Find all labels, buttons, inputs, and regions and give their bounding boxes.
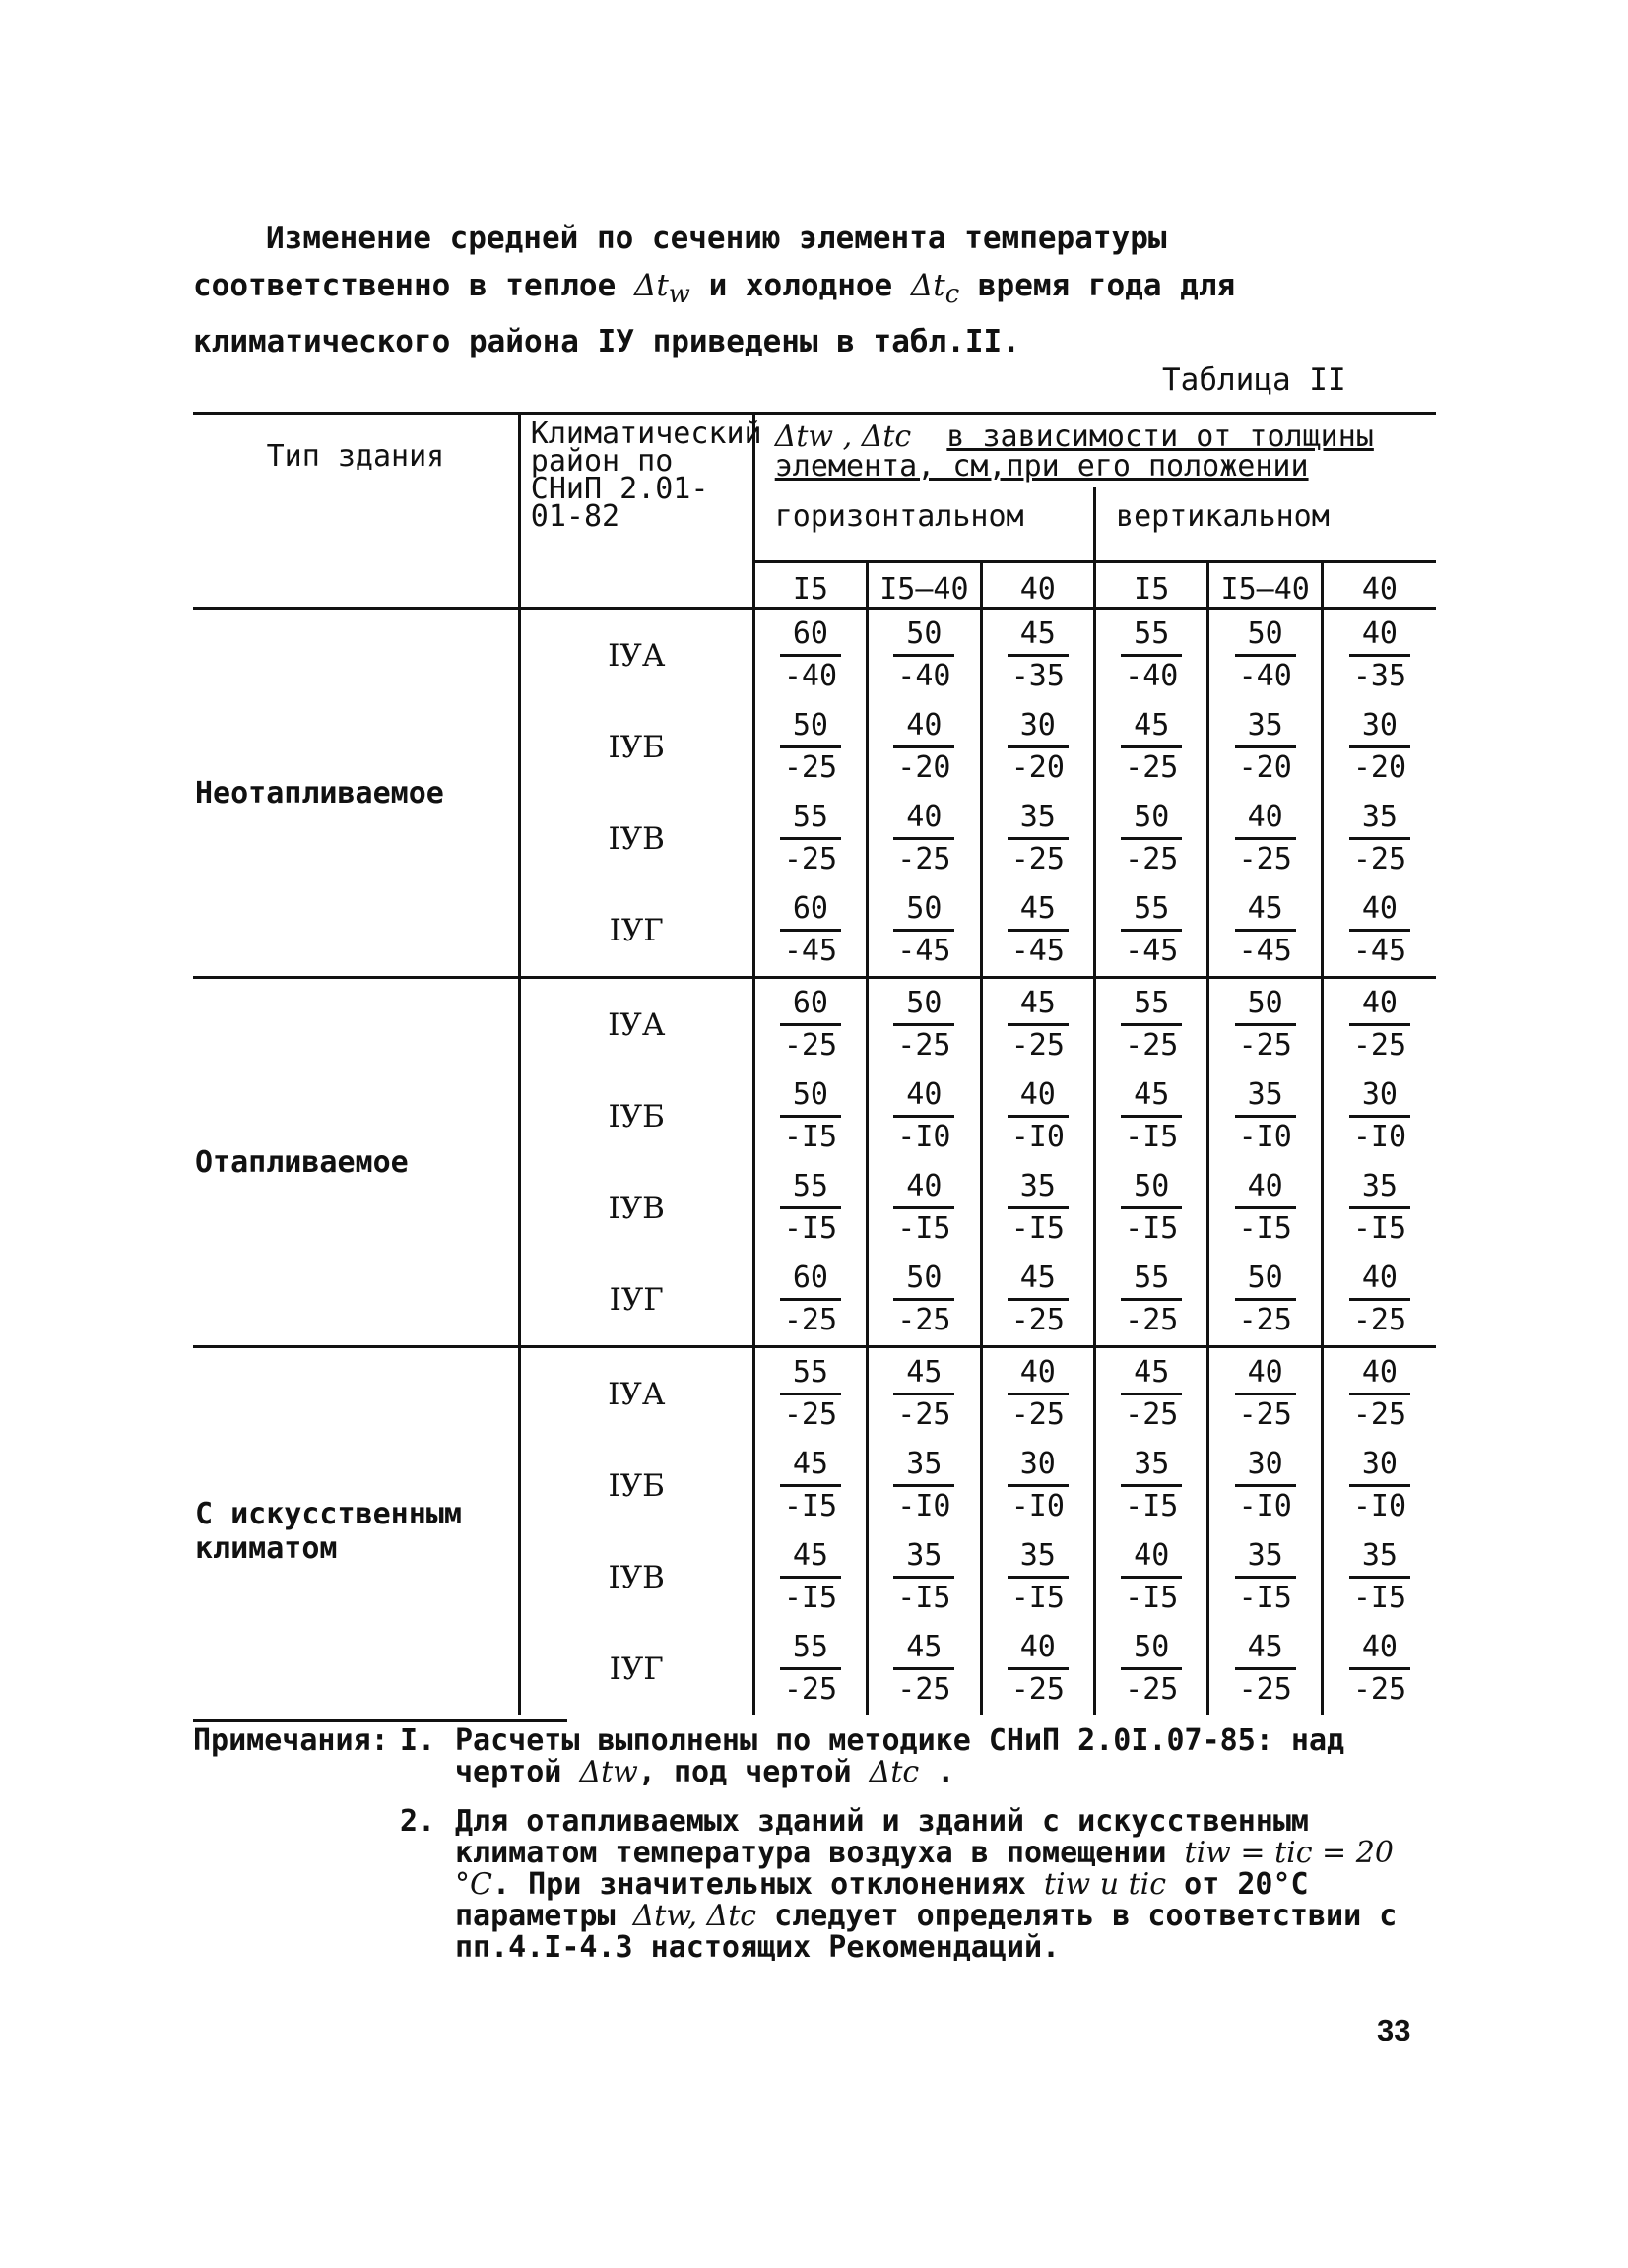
value-cold: -25 [1352,1397,1407,1432]
value-cell [753,609,867,702]
table-bottom-rule [193,1719,567,1722]
value-warm: 55 [780,798,841,840]
value-cell [1095,793,1208,884]
value-warm: 45 [893,1628,954,1670]
value-cell [1095,1070,1208,1162]
value-warm: 35 [1349,798,1410,840]
value-cell [981,1440,1094,1531]
value-cell [981,609,1094,702]
value-warm: 35 [1349,1536,1410,1579]
value-warm: 35 [1008,1167,1069,1209]
value-cell [868,609,981,702]
value-cell [753,1347,867,1441]
value-warm: 50 [1235,984,1296,1026]
value-cell [1322,701,1436,793]
note-2-text: Для отапливаемых зданий и зданий с искусственным климатом температура воздуха в помещении tiw = tic = 20 °С. При значительных отклонениях tiw и tic от 20°С параметры Δtw, Δtc следует определять в соответствии с пп.4.I-4.3 настоящих Рекомендаций. [455,1804,1398,1965]
delta-tc-symbol: $\Delta t_c$ [910,268,960,310]
value-warm: 45 [1235,889,1296,932]
intro-paragraph [193,215,1424,365]
value-warm: 50 [780,1075,841,1118]
value-cell [868,1623,981,1715]
value-cell [981,1254,1094,1347]
value-cold: -I5 [783,1120,838,1154]
value-cell [753,1254,867,1347]
value-cell [753,1531,867,1623]
value-cell [1095,1623,1208,1715]
value-cell [753,1623,867,1715]
value-cell [1208,701,1322,793]
value-cold: -25 [783,1397,838,1432]
value-warm: 55 [1121,615,1182,657]
value-cell [868,1440,981,1531]
note-1-text: Расчеты выполнены по методике СНиП 2.0I.07-85: над чертой Δtw, под чертой Δtc . [455,1723,1345,1789]
value-cold: -40 [1125,659,1179,693]
note-1-number: I. [400,1723,436,1758]
value-cold: -25 [1238,1672,1292,1707]
value-cell [1208,1531,1322,1623]
value-cold: -20 [1010,750,1065,785]
value-cold: -20 [1352,750,1407,785]
value-cold: -25 [1352,842,1407,876]
value-cold: -25 [1352,1028,1407,1063]
value-cell [868,884,981,978]
value-warm: 55 [780,1628,841,1670]
delta-tw-symbol: $\Delta t_w$ [633,268,690,310]
value-cell [753,701,867,793]
value-cell [1322,884,1436,978]
value-cell [868,1254,981,1347]
value-cold: -25 [897,1397,951,1432]
value-cold: -I5 [1238,1581,1292,1615]
value-warm: 55 [1121,1259,1182,1301]
value-cell [868,1347,981,1441]
value-warm: 35 [1235,1536,1296,1579]
climate-region-cell: IУВ [519,793,753,884]
value-warm: 60 [780,615,841,657]
value-cell [1322,1347,1436,1441]
value-warm: 40 [1349,1628,1410,1670]
value-warm: 40 [893,798,954,840]
value-cell [1208,609,1322,702]
header-thickness: I5 [1095,562,1208,609]
page-number: 33 [1377,2013,1411,2047]
header-vertical: вертикальном [1095,487,1436,562]
value-cell [1208,1623,1322,1715]
value-cold: -35 [1010,659,1065,693]
value-cell [1208,1254,1322,1347]
climate-region-cell: IУГ [519,1623,753,1715]
header-building-type: Тип здания [193,414,519,609]
value-warm: 35 [1235,1075,1296,1118]
climate-region-cell: IУВ [519,1531,753,1623]
value-warm: 45 [1235,1628,1296,1670]
value-warm: 30 [1008,1445,1069,1487]
value-cold: -I0 [1010,1489,1065,1523]
header-thickness: 40 [1322,562,1436,609]
value-warm: 35 [1121,1445,1182,1487]
value-cold: -25 [1238,1028,1292,1063]
value-cold: -I5 [783,1489,838,1523]
value-cell [1095,1347,1208,1441]
value-warm: 30 [1349,1445,1410,1487]
value-warm: 45 [1008,1259,1069,1301]
value-cold: -25 [1125,1303,1179,1337]
value-cell [1322,1531,1436,1623]
value-cell [1095,884,1208,978]
value-cell [981,978,1094,1071]
value-warm: 50 [1121,798,1182,840]
value-warm: 45 [1121,1075,1182,1118]
value-warm: 40 [1008,1353,1069,1395]
value-cell [1322,793,1436,884]
value-cell [1208,1070,1322,1162]
value-cell [753,884,867,978]
value-cell [753,793,867,884]
value-cold: -20 [897,750,951,785]
value-cell [1322,1162,1436,1254]
value-cold: -I5 [1238,1211,1292,1246]
value-cold: -I0 [1010,1120,1065,1154]
value-warm: 50 [1121,1167,1182,1209]
header-delta-symbols: Δtw , Δtc [774,420,912,454]
value-cold: -25 [1352,1672,1407,1707]
note-2-number: 2. [400,1804,436,1839]
value-warm: 40 [1008,1628,1069,1670]
value-cell [981,1347,1094,1441]
value-cell [1208,793,1322,884]
value-cell [1322,1623,1436,1715]
value-cold: -I0 [1238,1489,1292,1523]
value-cold: -I5 [1010,1211,1065,1246]
value-cold: -I5 [1125,1489,1179,1523]
value-cell [868,793,981,884]
value-cell [1208,1347,1322,1441]
value-cell [1095,1440,1208,1531]
value-cell [981,1162,1094,1254]
building-type-label: Неотапливаемое [193,609,519,978]
value-cold: -I5 [897,1581,951,1615]
value-cold: -I0 [1352,1120,1407,1154]
value-cell [981,793,1094,884]
value-cell [1322,978,1436,1071]
value-cell [981,1531,1094,1623]
building-type-label: С искусственным климатом [195,1497,462,1566]
value-cold: -I5 [1010,1581,1065,1615]
temperature-table [193,412,1436,1715]
header-main [753,414,1436,488]
value-warm: 50 [1235,1259,1296,1301]
value-cold: -25 [1352,1303,1407,1337]
value-cold: -I5 [1125,1120,1179,1154]
value-cell [1095,1254,1208,1347]
note-1 [193,1725,1434,1788]
header-horizontal: горизонтальном [753,487,1094,562]
value-warm: 45 [1008,615,1069,657]
value-warm: 40 [1235,1353,1296,1395]
climate-region-cell: IУА [519,609,753,702]
note-2 [193,1806,1434,1964]
value-warm: 45 [780,1536,841,1579]
value-warm: 50 [780,706,841,748]
value-cell [753,1070,867,1162]
value-warm: 35 [893,1536,954,1579]
value-cell [1322,1254,1436,1347]
value-cold: -25 [783,842,838,876]
value-cold: -25 [1125,750,1179,785]
value-warm: 45 [1008,889,1069,932]
value-cold: -45 [1010,934,1065,968]
value-warm: 35 [1235,706,1296,748]
value-cold: -40 [783,659,838,693]
value-cell [868,1531,981,1623]
climate-region-cell: IУА [519,978,753,1071]
value-cell [981,884,1094,978]
value-warm: 40 [893,706,954,748]
header-thickness: I5 [753,562,867,609]
value-warm: 40 [1349,1259,1410,1301]
value-warm: 45 [1121,706,1182,748]
value-cold: -45 [897,934,951,968]
value-warm: 55 [780,1167,841,1209]
value-cold: -40 [897,659,951,693]
value-warm: 35 [1008,798,1069,840]
value-cold: -25 [1010,842,1065,876]
value-warm: 50 [893,615,954,657]
value-cold: -I0 [1238,1120,1292,1154]
value-warm: 35 [1349,1167,1410,1209]
value-warm: 40 [1121,1536,1182,1579]
value-cold: -25 [897,842,951,876]
value-warm: 40 [1349,984,1410,1026]
value-warm: 55 [780,1353,841,1395]
value-warm: 30 [1235,1445,1296,1487]
value-cell [868,1162,981,1254]
value-cell [868,978,981,1071]
header-thickness: 40 [981,562,1094,609]
value-cell [753,978,867,1071]
value-warm: 40 [1349,889,1410,932]
climate-region-cell: IУВ [519,1162,753,1254]
value-warm: 30 [1349,706,1410,748]
value-warm: 60 [780,984,841,1026]
climate-region-cell: IУГ [519,884,753,978]
header-main-text: в зависимости от толщины элемента, см,при его положении [774,420,1374,484]
intro-text-2: и холодное [689,268,911,303]
value-warm: 55 [1121,889,1182,932]
value-cell [1322,1440,1436,1531]
value-warm: 40 [1235,1167,1296,1209]
value-warm: 45 [1008,984,1069,1026]
table-row [193,978,1436,1071]
value-cell [1208,1440,1322,1531]
value-cold: -25 [783,1672,838,1707]
notes-label: Примечания: [193,1723,389,1758]
value-cold: -25 [783,750,838,785]
value-cold: -25 [1238,1397,1292,1432]
climate-region-cell: IУГ [519,1254,753,1347]
value-cold: -25 [897,1303,951,1337]
intro-text-3: время года для климатического района IУ приведены в табл.II. [193,268,1236,360]
value-cold: -I5 [1352,1211,1407,1246]
value-cell [1095,1531,1208,1623]
value-cold: -I5 [897,1211,951,1246]
value-cold: -45 [1125,934,1179,968]
value-cell [1322,1070,1436,1162]
value-cold: -I5 [783,1581,838,1615]
value-cold: -I0 [1352,1489,1407,1523]
value-cell [868,1070,981,1162]
value-warm: 60 [780,889,841,932]
value-cold: -I5 [1125,1581,1179,1615]
value-cell [1095,701,1208,793]
value-cold: -35 [1352,659,1407,693]
value-warm: 50 [1235,615,1296,657]
value-cold: -25 [897,1028,951,1063]
value-warm: 30 [1008,706,1069,748]
header-climate-region: Климатический район по СНиП 2.01-01-82 [519,414,753,609]
value-cold: -25 [1010,1028,1065,1063]
value-warm: 40 [1349,615,1410,657]
value-cell [1208,884,1322,978]
intro-text-1: Изменение средней по сечению элемента температуры соответственно в теплое [193,221,1167,303]
value-warm: 50 [893,984,954,1026]
value-cold: -45 [1352,934,1407,968]
value-warm: 55 [1121,984,1182,1026]
notes [193,1725,1434,1964]
value-cold: -I5 [783,1211,838,1246]
value-cold: -25 [1010,1672,1065,1707]
value-warm: 40 [1008,1075,1069,1118]
value-cold: -25 [1125,1672,1179,1707]
value-cold: -25 [897,1672,951,1707]
table-body [193,609,1436,1716]
value-cell [1095,978,1208,1071]
value-cell [1322,609,1436,702]
value-warm: 35 [1008,1536,1069,1579]
climate-region-cell: IУБ [519,701,753,793]
value-cold: -I5 [1352,1581,1407,1615]
value-cold: -I5 [1125,1211,1179,1246]
value-cell [1208,1162,1322,1254]
value-cold: -I0 [897,1489,951,1523]
value-cold: -25 [1010,1397,1065,1432]
value-cold: -25 [1125,1397,1179,1432]
value-cell [868,701,981,793]
value-cell [1208,978,1322,1071]
building-type-label: Отапливаемое [193,978,519,1347]
value-warm: 30 [1349,1075,1410,1118]
value-warm: 45 [893,1353,954,1395]
value-cold: -40 [1238,659,1292,693]
value-warm: 50 [893,889,954,932]
climate-region-cell: IУБ [519,1440,753,1531]
value-warm: 45 [780,1445,841,1487]
header-thickness: I5–40 [868,562,981,609]
value-cold: -45 [783,934,838,968]
value-cell [981,701,1094,793]
value-cell [981,1070,1094,1162]
value-cold: -20 [1238,750,1292,785]
value-cold: -25 [1125,1028,1179,1063]
table-row [193,609,1436,702]
value-cold: -25 [1125,842,1179,876]
value-cold: -25 [783,1028,838,1063]
table-caption: Таблица II [1162,362,1346,398]
value-warm: 40 [893,1167,954,1209]
value-cell [1095,609,1208,702]
value-cold: -25 [783,1303,838,1337]
header-thickness: I5–40 [1208,562,1322,609]
value-cold: -I0 [897,1120,951,1154]
value-warm: 40 [1349,1353,1410,1395]
value-cold: -25 [1010,1303,1065,1337]
value-cell [1095,1162,1208,1254]
value-cell [981,1623,1094,1715]
value-warm: 50 [893,1259,954,1301]
value-warm: 50 [1121,1628,1182,1670]
climate-region-cell: IУБ [519,1070,753,1162]
table-row [193,1347,1436,1441]
value-cell [753,1440,867,1531]
value-cold: -25 [1238,842,1292,876]
value-warm: 60 [780,1259,841,1301]
value-warm: 40 [893,1075,954,1118]
value-warm: 35 [893,1445,954,1487]
value-warm: 45 [1121,1353,1182,1395]
value-cold: -45 [1238,934,1292,968]
value-cell [753,1162,867,1254]
value-warm: 40 [1235,798,1296,840]
climate-region-cell: IУА [519,1347,753,1441]
value-cold: -25 [1238,1303,1292,1337]
